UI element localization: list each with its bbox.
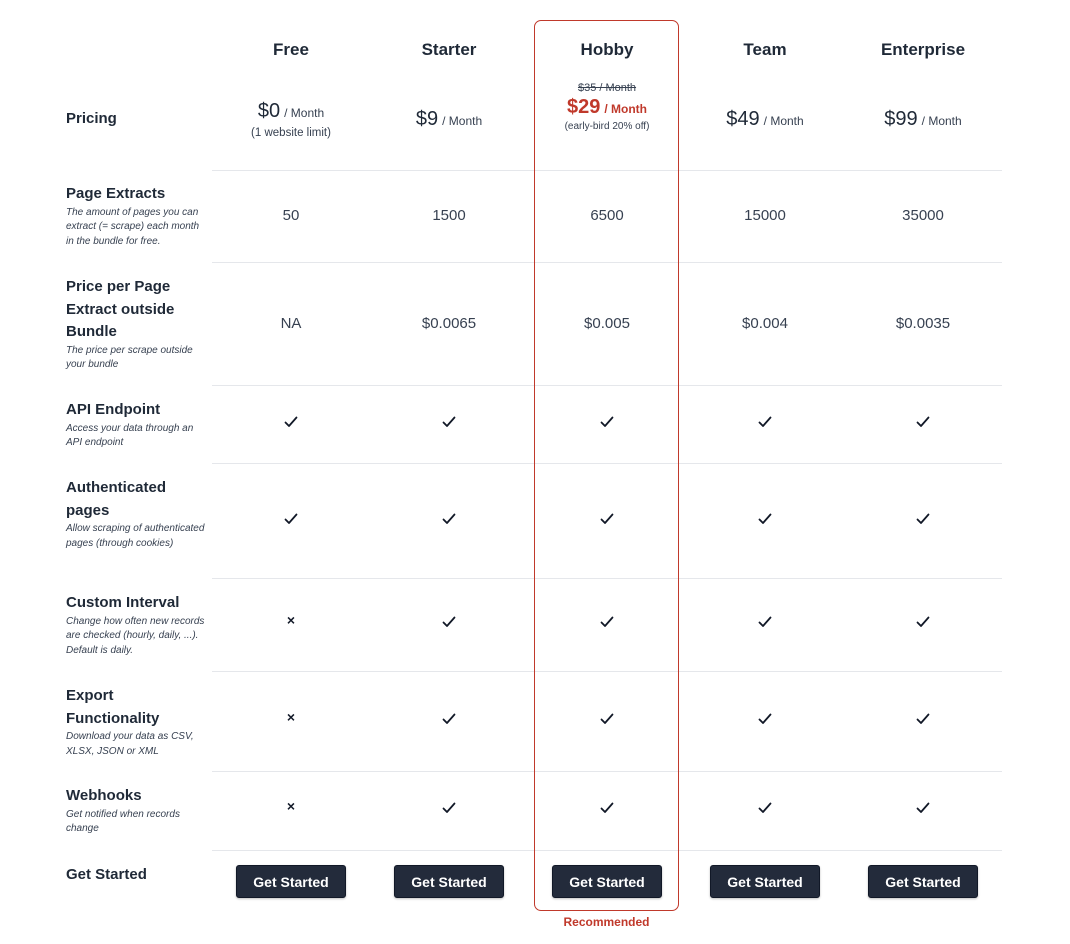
check-icon <box>686 512 844 530</box>
price-period: / Month <box>442 114 483 128</box>
price-amount: $0 <box>257 100 281 122</box>
row-title: Authenticated pages <box>66 479 167 519</box>
price-per-page-hobby: $0.005 <box>584 315 630 332</box>
price-period: / Month <box>921 114 962 128</box>
plan-header-starter: Starter <box>421 40 477 59</box>
row-label-page-extracts <box>66 183 206 249</box>
price-amount: $99 <box>884 108 918 130</box>
row-label-webhooks <box>66 785 206 837</box>
row-divider <box>212 578 1002 579</box>
row-divider <box>212 850 1002 851</box>
get-started-button-hobby[interactable]: Get Started <box>552 865 662 898</box>
check-icon <box>528 415 686 433</box>
price-amount: $9 <box>415 108 439 130</box>
price-starter <box>370 108 528 131</box>
row-title: Pricing <box>66 110 117 127</box>
page-extracts-hobby: 6500 <box>590 207 624 224</box>
page-extracts-team: 15000 <box>744 207 786 224</box>
get-started-button-enterprise[interactable]: Get Started <box>868 865 978 898</box>
check-icon <box>686 801 844 819</box>
row-description: Download your data as CSV, XLSX, JSON or XML <box>66 731 194 757</box>
row-divider <box>212 671 1002 672</box>
get-started-button-team[interactable]: Get Started <box>710 865 820 898</box>
price-per-page-free: NA <box>280 315 302 332</box>
row-label-api-endpoint <box>66 399 206 451</box>
check-icon <box>370 801 528 819</box>
check-icon <box>370 712 528 730</box>
row-description: The price per scrape outside your bundle <box>66 344 193 370</box>
row-divider <box>212 771 1002 772</box>
row-title: Price per Page Extract outside Bundle <box>66 278 175 340</box>
get-started-button-free[interactable]: Get Started <box>236 865 346 898</box>
page-extracts-starter: 1500 <box>432 207 466 224</box>
row-description: The amount of pages you can extract (= scrape) each month in the bundle for free. <box>66 206 200 247</box>
row-title: API Endpoint <box>66 401 161 418</box>
check-icon <box>528 712 686 730</box>
row-description: Access your data through an API endpoint <box>66 422 194 448</box>
row-label-get-started <box>66 864 206 887</box>
check-icon <box>370 415 528 433</box>
recommended-plan-highlight <box>534 20 679 911</box>
check-icon <box>686 615 844 633</box>
check-icon <box>212 415 370 433</box>
check-icon <box>212 512 370 530</box>
row-description: Change how often new records are checked (hourly, daily, ...). Default is daily. <box>66 615 205 656</box>
check-icon <box>370 512 528 530</box>
price-period: / Month <box>604 102 648 116</box>
price-period: / Month <box>763 114 804 128</box>
check-icon <box>844 801 1002 819</box>
check-icon <box>528 615 686 633</box>
row-title: Page Extracts <box>66 185 166 202</box>
row-divider <box>212 385 1002 386</box>
plan-header-enterprise: Enterprise <box>880 40 966 59</box>
check-icon <box>528 801 686 819</box>
cross-icon: × <box>286 709 296 725</box>
row-label-custom-interval <box>66 592 206 658</box>
old-price: $35 / Month <box>577 82 637 94</box>
price-note: (early-bird 20% off) <box>564 121 650 132</box>
row-description: Allow scraping of authenticated pages (through cookies) <box>66 523 205 549</box>
row-label-export <box>66 685 206 759</box>
get-started-button-starter[interactable]: Get Started <box>394 865 504 898</box>
plan-header-free: Free <box>273 40 309 59</box>
row-label-authenticated-pages <box>66 477 206 551</box>
price-hobby <box>528 82 686 132</box>
row-description: Get notified when records change <box>66 808 180 834</box>
row-divider <box>212 170 1002 171</box>
row-label-pricing <box>66 108 206 131</box>
price-per-page-team: $0.004 <box>742 315 788 332</box>
row-divider <box>212 463 1002 464</box>
price-team <box>686 108 844 131</box>
cross-icon: × <box>286 798 296 814</box>
price-enterprise <box>844 108 1002 131</box>
row-title: Webhooks <box>66 787 142 804</box>
row-label-price-per-page <box>66 276 206 373</box>
page-extracts-enterprise: 35000 <box>902 207 944 224</box>
check-icon <box>844 712 1002 730</box>
row-title: Custom Interval <box>66 594 180 611</box>
cross-icon: × <box>286 612 296 628</box>
price-note: (1 website limit) <box>251 127 331 139</box>
price-amount: $49 <box>726 108 760 130</box>
price-per-page-enterprise: $0.0035 <box>895 315 951 332</box>
check-icon <box>370 615 528 633</box>
check-icon <box>528 512 686 530</box>
check-icon <box>844 415 1002 433</box>
plan-header-team: Team <box>743 40 787 59</box>
page-extracts-free: 50 <box>282 207 300 224</box>
price-free <box>212 100 370 139</box>
check-icon <box>686 712 844 730</box>
row-divider <box>212 262 1002 263</box>
check-icon <box>844 512 1002 530</box>
price-per-page-starter: $0.0065 <box>421 315 477 332</box>
price-amount: $29 <box>566 96 601 118</box>
row-title: Export Functionality <box>66 687 160 727</box>
check-icon <box>686 415 844 433</box>
price-period: / Month <box>284 106 325 120</box>
plan-header-hobby: Hobby <box>580 40 634 59</box>
row-title: Get Started <box>66 866 147 883</box>
check-icon <box>844 615 1002 633</box>
recommended-badge: Recommended <box>563 915 650 929</box>
